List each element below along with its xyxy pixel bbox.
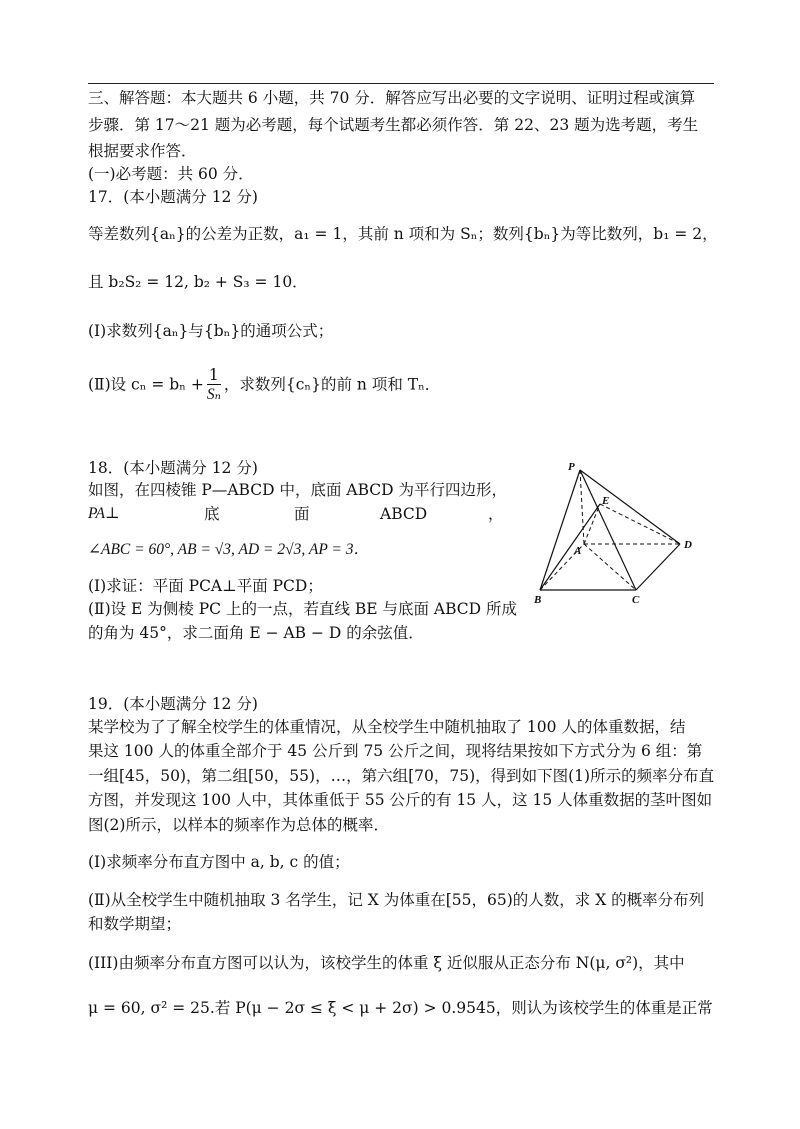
label-p: P [568, 461, 575, 473]
q17-header: 17．(本小题满分 12 分) [88, 188, 258, 206]
section-intro-line2: 步骤．第 17～21 题为必考题，每个试题考生都必须作答．第 22、23 题为选考题，考生 [88, 116, 699, 134]
q18-line1: 如图，在四棱锥 P—ABCD 中，底面 ABCD 为平行四边形， [88, 481, 507, 499]
label-a: A [574, 545, 582, 557]
q19-part1: (I)求频率分布直方图中 a, b, c 的值； [88, 853, 350, 871]
q17-statement-line2: 且 b₂S₂ = 12, b₂ + S₃ = 10． [88, 273, 308, 291]
edge-pd [580, 470, 680, 544]
q17-fraction [207, 366, 221, 405]
section-intro-line3: 根据要求作答． [88, 142, 197, 160]
q17-part2-prefix: (Ⅱ)设 cₙ = bₙ + [88, 375, 204, 394]
q17-part2-suffix: ，求数列{cₙ}的前 n 项和 Tₙ． [223, 375, 441, 394]
section-subtitle: (一)必考题：共 60 分． [88, 165, 254, 183]
q19-line2: 果这 100 人的体重全部介于 45 公斤到 75 公斤之间，现将结果按如下方式分为 6 组：第 [88, 742, 703, 760]
section-intro-line1: 三、解答题：本大题共 6 小题，共 70 分．解答应写出必要的文字说明、证明过程或演算 [88, 89, 696, 107]
edge-pa-hidden [580, 470, 584, 544]
q18-part2-line2: 的角为 45°，求二面角 E − AB − D 的余弦值． [88, 624, 424, 642]
q19-part3-line1: (III)由频率分布直方图可以认为，该校学生的体重 ξ 近似服从正态分布 N(μ, σ²)，其中 [88, 954, 685, 972]
q18-part2-line1: (Ⅱ)设 E 为侧棱 PC 上的一点，若直线 BE 与底面 ABCD 所成 [88, 600, 518, 618]
pyramid-figure [528, 456, 708, 606]
q17-part1: (I)求数列{aₙ}与{bₙ}的通项公式； [88, 322, 334, 340]
q18-line3: ∠ABC = 60°, AB = √3, AD = 2√3, AP = 3． [88, 541, 369, 558]
q17-part2 [88, 366, 440, 405]
q17-fraction-denominator: Sₙ [206, 386, 221, 403]
diagonal-ac-hidden [584, 544, 636, 590]
label-b: B [534, 594, 542, 606]
q19-line4: 方图，并发现这 100 人中，其体重低于 55 公斤的有 15 人，这 15 人体重数据的茎叶图如 [88, 791, 713, 809]
q19-header: 19．(本小题满分 12 分) [88, 695, 258, 713]
q18-part1: (I)求证：平面 PCA⊥平面 PCD； [88, 577, 323, 595]
top-rule [88, 83, 714, 84]
q19-line3: 一组[45，50)，第二组[50，55)，…，第六组[70，75)，得到如下图(1)所示的频率分布直 [88, 767, 715, 785]
segment-be [540, 504, 600, 590]
q18-line2-di: 底 [204, 505, 220, 523]
q18-line2-abcd: ABCD [380, 505, 428, 523]
q19-line1: 某学校为了了解全校学生的体重情况，从全校学生中随机抽取了 100 人的体重数据，结 [88, 718, 686, 736]
q19-part2-line2: 和数学期望； [88, 915, 182, 933]
edge-pc [580, 470, 636, 590]
q19-line5: 图(2)所示，以样本的频率作为总体的概率． [88, 816, 389, 834]
q17-statement-line1: 等差数列{aₙ}的公差为正数，a₁ = 1，其前 n 项和为 Sₙ；数列{bₙ}为等比数列，b₁ = 2， [88, 225, 718, 243]
q19-part2-line1: (Ⅱ)从全校学生中随机抽取 3 名学生，记 X 为体重在[55，65)的人数，求 X 的概率分布列 [88, 891, 705, 909]
label-c: C [632, 594, 640, 606]
label-d: D [684, 539, 692, 551]
q19-part3-line2: μ = 60, σ² = 25.若 P(μ − 2σ ≤ ξ < μ + 2σ) > 0.9545，则认为该校学生的体重是正常 [88, 999, 713, 1017]
edge-cd [636, 544, 680, 590]
label-e: E [602, 495, 610, 507]
q18-line2-pa: PA⊥ [88, 505, 120, 522]
q18-line2-comma: ， [488, 505, 504, 523]
q17-fraction-numerator: 1 [207, 366, 221, 385]
edge-pb [540, 470, 580, 590]
q18-header: 18．(本小题满分 12 分) [88, 459, 258, 477]
q18-line2-mian: 面 [294, 505, 310, 523]
